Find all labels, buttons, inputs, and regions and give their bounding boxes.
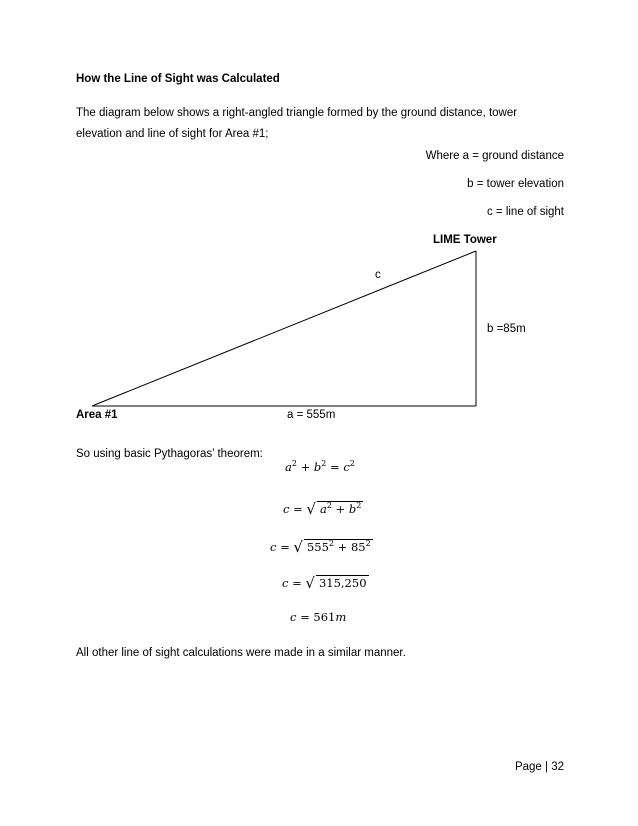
intro-line-1: The diagram below shows a right-angled triangle formed by the ground distance, tower xyxy=(76,107,518,119)
equation-5: c = 561m xyxy=(290,610,347,624)
legend-c: c = line of sight xyxy=(486,206,564,218)
height-label: b =85m xyxy=(487,323,526,335)
equation-4: c = √ 315,250 xyxy=(282,574,367,592)
section-heading: How the Line of Sight was Calculated xyxy=(76,73,280,85)
area-label: Area #1 xyxy=(76,409,118,421)
legend-a: Where a = ground distance xyxy=(425,150,564,162)
intro-line-2: elevation and line of sight for Area #1; xyxy=(76,128,269,140)
equation-3: c = √ $555^2 + 85^2$ xyxy=(270,538,371,556)
equation-2: c = √ $a^2 + b^2$ xyxy=(283,500,362,518)
hypotenuse-label: c xyxy=(375,269,381,281)
legend-b: b = tower elevation xyxy=(467,178,564,190)
theorem-intro: So using basic Pythagoras’ theorem: xyxy=(76,448,263,460)
hypotenuse-line xyxy=(92,251,476,406)
base-label: a = 555m xyxy=(287,409,336,421)
page-number: Page | 32 xyxy=(514,761,564,773)
conclusion-text: All other line of sight calculations were made in a similar manner. xyxy=(76,647,406,659)
tower-label: LIME Tower xyxy=(433,234,497,246)
equation-1: $a^2 + b^2 = c^2$ xyxy=(285,459,355,474)
